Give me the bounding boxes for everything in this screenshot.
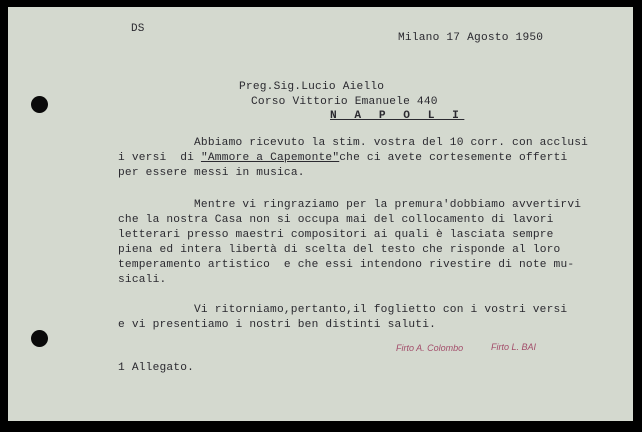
paragraph2-line6: sicali.	[118, 274, 167, 286]
punch-hole-top	[31, 96, 48, 113]
signature-stamp-colombo: Firto A. Colombo	[396, 343, 464, 353]
paragraph1-line3: per essere messi in musica.	[118, 167, 305, 179]
paragraph2-line1: Mentre vi ringraziamo per la premura'dobbiamo avvertirvi	[194, 199, 582, 211]
paragraph1-line2-post: che ci avete cortesemente offerti	[339, 152, 568, 164]
recipient-address: Corso Vittorio Emanuele 440	[251, 96, 438, 108]
letter-date: Milano 17 Agosto 1950	[398, 32, 544, 44]
typist-initials: DS	[131, 23, 145, 35]
paragraph1-line1: Abbiamo ricevuto la stim. vostra del 10 corr. con acclusi	[194, 137, 589, 149]
paragraph2-line5: temperamento artistico e che essi intendono rivestire di note mu-	[118, 259, 575, 271]
song-title: "Ammore a Capemonte"	[200, 152, 340, 164]
paragraph1-line2-pre: i versi di	[118, 152, 201, 164]
punch-hole-bottom	[31, 330, 48, 347]
recipient-city: N A P O L I	[330, 110, 465, 122]
paragraph2-line2: che la nostra Casa non si occupa mai del collocamento di lavori	[118, 214, 554, 226]
paragraph3-line1: Vi ritorniamo,pertanto,il foglietto con i vostri versi	[194, 304, 568, 316]
paragraph1-line2	[118, 152, 567, 165]
letter-page	[8, 7, 633, 421]
enclosure-note: 1 Allegato.	[118, 362, 195, 374]
paragraph2-line3: letterari presso maestri compositori ai quali è lasciata sempre	[118, 229, 554, 241]
paragraph2-line4: piena ed intera libertà di scelta del testo che risponde al loro	[118, 244, 561, 256]
signature-stamp-bai: Firto L. BAI	[491, 342, 537, 352]
recipient-name: Preg.Sig.Lucio Aiello	[239, 81, 385, 93]
paragraph3-line2: e vi presentiamo i nostri ben distinti saluti.	[118, 319, 437, 331]
